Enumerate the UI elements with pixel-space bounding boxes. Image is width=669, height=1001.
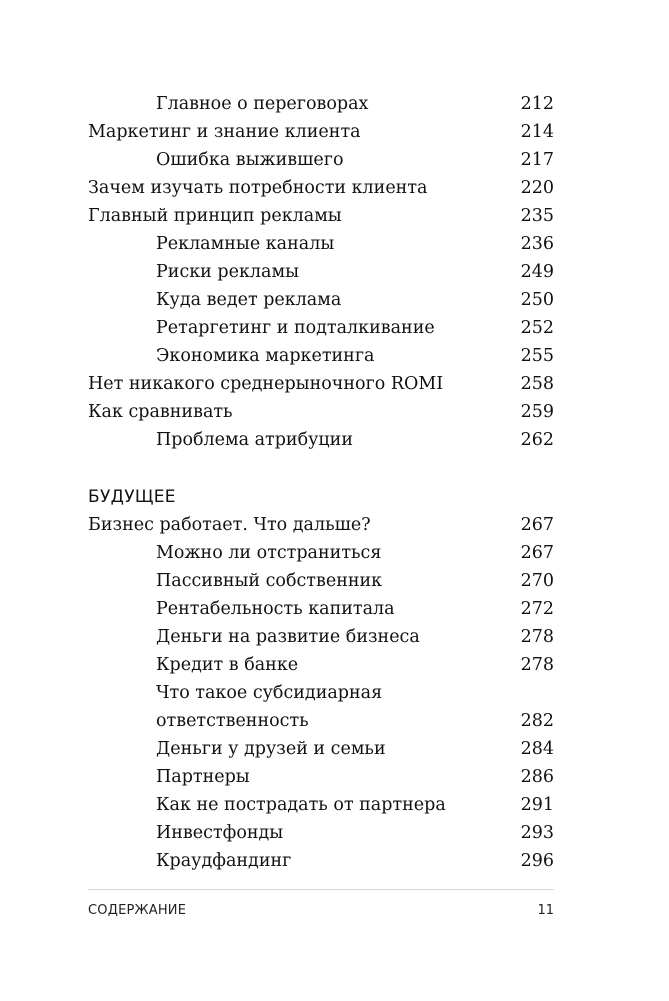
toc-entry-title: Краудфандинг [156, 851, 292, 871]
toc-entry-page: 235 [520, 206, 554, 226]
toc-entry-page: 212 [520, 94, 554, 114]
toc-entry [88, 791, 554, 819]
toc-entry-page: 291 [520, 795, 554, 815]
toc-entry-page: 293 [520, 823, 554, 843]
page-number: 11 [537, 903, 554, 918]
toc-entry [88, 202, 554, 230]
toc-entry-title: Главное о переговорах [156, 94, 369, 114]
toc-entry [88, 90, 554, 118]
toc-entry-title: Ретаргетинг и подталкивание [156, 318, 435, 338]
toc-entry [88, 146, 554, 174]
toc-entry [88, 707, 554, 735]
toc-entry [88, 314, 554, 342]
toc-entry-page: 267 [520, 515, 554, 535]
toc-entry-title: Риски рекламы [156, 262, 299, 282]
toc-entry-page: 214 [520, 122, 554, 142]
toc-entry-page: 282 [520, 711, 554, 731]
toc-entry-title: Главный принцип рекламы [88, 206, 342, 226]
toc-entry-page: 258 [520, 374, 554, 394]
toc-entry [88, 174, 554, 202]
toc-entry [88, 539, 554, 567]
toc-entry-title: Рентабельность капитала [156, 599, 395, 619]
toc-entry-page: 296 [520, 851, 554, 871]
toc-entry [88, 118, 554, 146]
toc-entry-page: 284 [520, 739, 554, 759]
toc-entry-title: Деньги у друзей и семьи [156, 739, 386, 759]
toc-entry [88, 623, 554, 651]
toc-entry-page: 250 [520, 290, 554, 310]
toc-entry-title: Маркетинг и знание клиента [88, 122, 361, 142]
toc-entry-page: 249 [520, 262, 554, 282]
toc-entry-title: Нет никакого среднерыночного ROMI [88, 374, 444, 394]
toc-entry-page: 252 [520, 318, 554, 338]
toc-entry [88, 370, 554, 398]
toc-entry-title: Инвестфонды [156, 823, 284, 843]
toc-entry-title: Как сравнивать [88, 402, 233, 422]
toc-entry-title: ответственность [156, 711, 309, 731]
toc-entry-title: Деньги на развитие бизнеса [156, 627, 420, 647]
toc-entry [88, 651, 554, 679]
running-footer-label: СОДЕРЖАНИЕ [88, 903, 187, 918]
toc-entry-page: 278 [520, 655, 554, 675]
footer-divider [88, 889, 554, 890]
toc-entry-title: Что такое субсидиарная [156, 683, 383, 703]
toc-entry-title: Как не пострадать от партнера [156, 795, 446, 815]
toc-entry [88, 595, 554, 623]
toc-entry-title: Куда ведет реклама [156, 290, 342, 310]
toc-entry [88, 735, 554, 763]
toc-entry-title: Рекламные каналы [156, 234, 335, 254]
toc-entry [88, 230, 554, 258]
toc-entry [88, 258, 554, 286]
toc-entry-page: 259 [520, 402, 554, 422]
toc-entry-title: Кредит в банке [156, 655, 299, 675]
toc-entry-page: 270 [520, 571, 554, 591]
toc-entry-title: Ошибка выжившего [156, 150, 344, 170]
toc-entry-title: Проблема атрибуции [156, 430, 354, 450]
toc-entry [88, 342, 554, 370]
toc-entry [88, 763, 554, 791]
toc-entry-page: 286 [520, 767, 554, 787]
toc-entry [88, 847, 554, 875]
toc-entry-title: Партнеры [156, 767, 250, 787]
toc-entry-page: 272 [520, 599, 554, 619]
toc-entry [88, 426, 554, 454]
toc-entry-page: 220 [520, 178, 554, 198]
toc-entry-page: 255 [520, 346, 554, 366]
toc-entry [88, 567, 554, 595]
toc-entry-page: 217 [520, 150, 554, 170]
toc-entry-page: 236 [520, 234, 554, 254]
section-heading: БУДУЩЕЕ [88, 487, 176, 507]
toc-entry-title: Зачем изучать потребности клиента [88, 178, 428, 198]
toc-entry-title: Пассивный собственник [156, 571, 383, 591]
toc-entry [88, 511, 554, 539]
toc-entry-page: 278 [520, 627, 554, 647]
toc-entry-title: Можно ли отстраниться [156, 543, 382, 563]
toc-entry-page: 262 [520, 430, 554, 450]
toc-entry-title: Экономика маркетинга [156, 346, 375, 366]
toc-entry-title: Бизнес работает. Что дальше? [88, 515, 371, 535]
toc-entry [88, 819, 554, 847]
toc-entry [88, 679, 554, 707]
toc-entry [88, 286, 554, 314]
toc-entry [88, 398, 554, 426]
toc-entry-page: 267 [520, 543, 554, 563]
